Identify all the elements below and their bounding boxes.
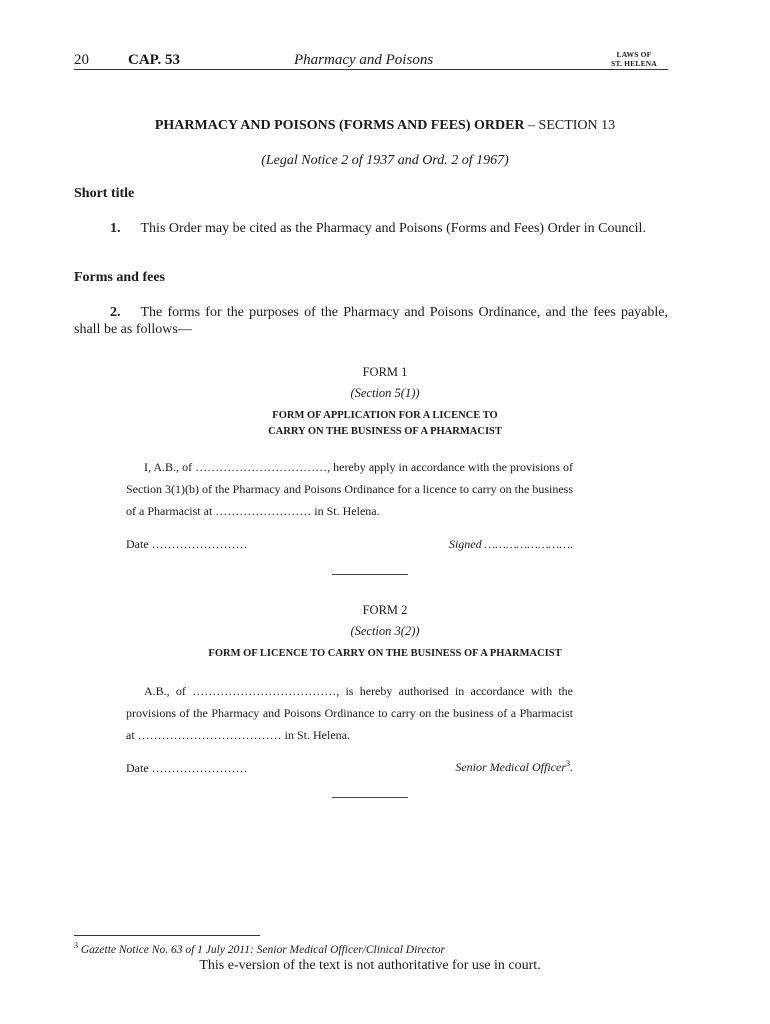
form-separator-2 <box>332 797 408 798</box>
form-2-signed <box>455 759 573 775</box>
form-1-body-text: I, A.B., of ……………………………, hereby apply in accordance with the provisions of Section 3(1)(b) of the Pharmacy and Poisons Ordinance for a licence to carry on the business of a Pharmacist at …………………… in St. Helena. <box>126 460 573 518</box>
header-rule <box>74 69 668 70</box>
form-2-heading: FORM OF LICENCE TO CARRY ON THE BUSINESS OF A PHARMACIST <box>208 648 562 659</box>
page-number: 20 <box>74 52 89 68</box>
footnote-marker: 3 <box>74 941 78 950</box>
footnote-text: Gazette Notice No. 63 of 1 July 2011: Senior Medical Officer/Clinical Director <box>80 943 445 956</box>
section-2-number: 2. <box>110 305 121 320</box>
form-1-body <box>126 456 573 522</box>
section-2-paragraph <box>74 304 668 338</box>
legal-notice: (Legal Notice 2 of 1937 and Ord. 2 of 1967) <box>261 153 509 168</box>
section-heading-forms-and-fees: Forms and fees <box>74 270 165 285</box>
section-2-text: The forms for the purposes of the Pharmacy and Poisons Ordinance, and the fees payable, shall be as follows— <box>74 305 668 337</box>
form-2-body <box>126 680 573 746</box>
laws-of-st-helena-label <box>600 51 668 68</box>
form-2-date: Date …………………… <box>126 761 248 775</box>
section-1-paragraph <box>74 220 668 237</box>
form-separator <box>332 574 408 575</box>
running-title: Pharmacy and Poisons <box>294 52 434 68</box>
laws-line-2: ST. HELENA <box>610 58 658 68</box>
form-1-date: Date …………………… <box>126 537 248 551</box>
order-section: – SECTION 13 <box>528 118 616 133</box>
order-title-text: PHARMACY AND POISONS (FORMS AND FEES) ORDER <box>154 118 525 133</box>
section-heading-short-title: Short title <box>74 186 135 201</box>
disclaimer: This e-version of the text is not authoritative for use in court. <box>199 958 541 973</box>
form-1-number: FORM 1 <box>362 365 408 379</box>
form-1-heading-line-1: FORM OF APPLICATION FOR A LICENCE TO <box>272 410 498 421</box>
form-2-signed-text: Senior Medical Officer <box>455 760 566 774</box>
footnote-rule <box>74 935 260 936</box>
footnote-reference[interactable]: 3 <box>566 759 570 768</box>
form-2-signed-end: . <box>570 760 573 774</box>
order-title <box>0 118 770 134</box>
footnote <box>74 941 445 956</box>
form-2-body-text: A.B., of ………………………………, is hereby authorised in accordance with the provisions of the Pharmacy and Poisons Ordinance to carry on the business of a Pharmacist at ……………………………… in St. Helena. <box>126 684 573 742</box>
form-1-signed: Signed ……………………. <box>448 537 573 551</box>
section-1-text: This Order may be cited as the Pharmacy and Poisons (Forms and Fees) Order in Council. <box>140 221 646 236</box>
form-1-heading <box>0 408 770 440</box>
form-2-number: FORM 2 <box>362 603 408 617</box>
form-2-section: (Section 3(2)) <box>350 624 420 638</box>
section-1-number: 1. <box>110 221 121 236</box>
laws-line-1: LAWS OF <box>616 50 652 59</box>
chapter-label: CAP. 53 <box>128 52 180 68</box>
form-1-heading-line-2: CARRY ON THE BUSINESS OF A PHARMACIST <box>268 426 502 437</box>
form-1-section: (Section 5(1)) <box>350 386 420 400</box>
